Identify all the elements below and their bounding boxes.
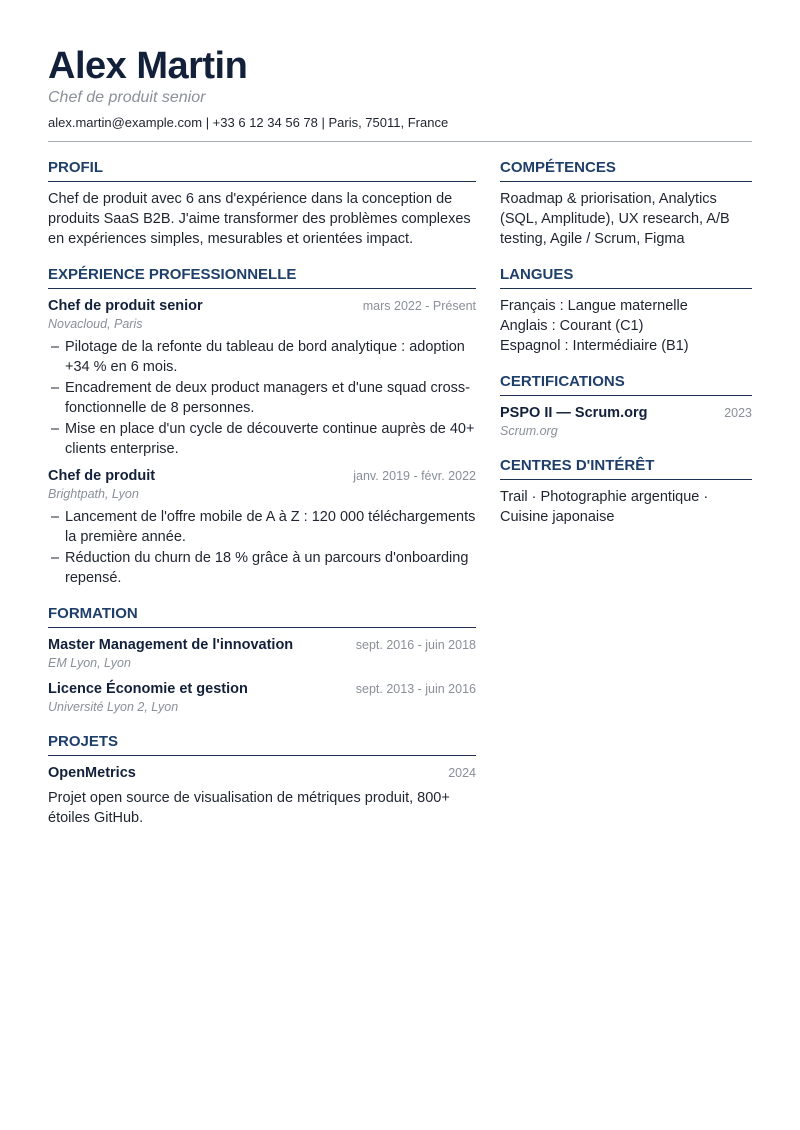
- section-heading: PROFIL: [48, 159, 476, 182]
- entry-organization: Université Lyon 2, Lyon: [48, 700, 179, 714]
- experience-entry: [48, 467, 476, 588]
- education-section: [48, 605, 476, 716]
- candidate-name: Alex Martin: [48, 45, 248, 87]
- language-item: Espagnol : Intermédiaire (B1): [500, 338, 689, 354]
- entry-date: janv. 2019 - févr. 2022: [353, 469, 476, 483]
- entry-date: 2023: [724, 406, 752, 420]
- skills-text: Roadmap & priorisation, Analytics (SQL, Amplitude), UX research, A/B testing, Agile / Scrum, Figma: [500, 191, 730, 247]
- interests-text: Trail · Photographie argentique · Cuisine japonaise: [500, 489, 709, 525]
- resume-header: [48, 44, 752, 142]
- language-item: Français : Langue maternelle: [500, 298, 688, 314]
- entry-header: [48, 636, 476, 655]
- experience-entry: [48, 297, 476, 459]
- entry-bullets: [48, 337, 476, 459]
- bullet-item: – Mise en place d'un cycle de découverte continue auprès de 40+ clients enterprise.: [48, 419, 476, 459]
- entry-organization: Scrum.org: [500, 424, 558, 438]
- skills-section: [500, 159, 752, 249]
- entry-title: Licence Économie et gestion: [48, 681, 248, 697]
- entry-header: [48, 764, 476, 783]
- profile-text: Chef de produit avec 6 ans d'expérience dans la conception de produits SaaS B2B. J'aime transformer des problèmes complexes en expériences simples, mesurables et orientées impact.: [48, 191, 471, 247]
- certification-entry: [500, 404, 752, 440]
- entry-date: mars 2022 - Présent: [362, 299, 476, 313]
- entry-title: Chef de produit: [48, 468, 156, 484]
- entry-title: Master Management de l'innovation: [48, 637, 294, 653]
- section-heading: LANGUES: [500, 266, 752, 289]
- entry-organization: Brightpath, Lyon: [48, 487, 139, 501]
- entry-header: [48, 297, 476, 316]
- resume-columns: [48, 159, 752, 845]
- bullet-item: – Réduction du churn de 18 % grâce à un parcours d'onboarding repensé.: [48, 548, 476, 588]
- left-column: [48, 159, 476, 845]
- profile-section: [48, 159, 476, 249]
- section-heading: COMPÉTENCES: [500, 159, 752, 182]
- section-heading: FORMATION: [48, 605, 476, 628]
- contact-line: alex.martin@example.com | +33 6 12 34 56 78 | Paris, 75011, France: [48, 115, 449, 130]
- entry-title: Chef de produit senior: [48, 298, 203, 314]
- bullet-item: – Lancement de l'offre mobile de A à Z : 120 000 téléchargements la première année.: [48, 507, 476, 547]
- entry-header: [48, 467, 476, 486]
- entry-organization: EM Lyon, Lyon: [48, 656, 131, 670]
- project-entry: [48, 764, 476, 828]
- entry-date: sept. 2016 - juin 2018: [355, 638, 476, 652]
- entry-title: OpenMetrics: [48, 765, 136, 781]
- entry-date: sept. 2013 - juin 2016: [355, 682, 476, 696]
- entry-bullets: [48, 507, 476, 588]
- bullet-item: – Encadrement de deux product managers et d'une squad cross-fonctionnelle de 8 personnes.: [48, 378, 476, 418]
- section-heading: CERTIFICATIONS: [500, 373, 752, 396]
- certifications-section: [500, 373, 752, 440]
- education-entry: [48, 680, 476, 716]
- projects-section: [48, 733, 476, 828]
- entry-header: [500, 404, 752, 423]
- entry-header: [48, 680, 476, 699]
- languages-list: [500, 296, 752, 356]
- bullet-item: – Pilotage de la refonte du tableau de bord analytique : adoption +34 % en 6 mois.: [48, 337, 476, 377]
- entry-organization: Novacloud, Paris: [48, 317, 143, 331]
- section-heading: EXPÉRIENCE PROFESSIONNELLE: [48, 266, 476, 289]
- section-heading: CENTRES D'INTÉRÊT: [500, 457, 752, 480]
- section-heading: PROJETS: [48, 733, 476, 756]
- job-title: Chef de produit senior: [48, 89, 206, 106]
- experience-section: [48, 266, 476, 588]
- right-column: [500, 159, 752, 845]
- interests-section: [500, 457, 752, 527]
- education-entry: [48, 636, 476, 672]
- project-description: Projet open source de visualisation de métriques produit, 800+ étoiles GitHub.: [48, 790, 450, 826]
- header-divider: [48, 141, 752, 142]
- language-item: Anglais : Courant (C1): [500, 318, 644, 334]
- entry-title: PSPO II — Scrum.org: [500, 405, 648, 421]
- entry-date: 2024: [448, 766, 476, 780]
- languages-section: [500, 266, 752, 356]
